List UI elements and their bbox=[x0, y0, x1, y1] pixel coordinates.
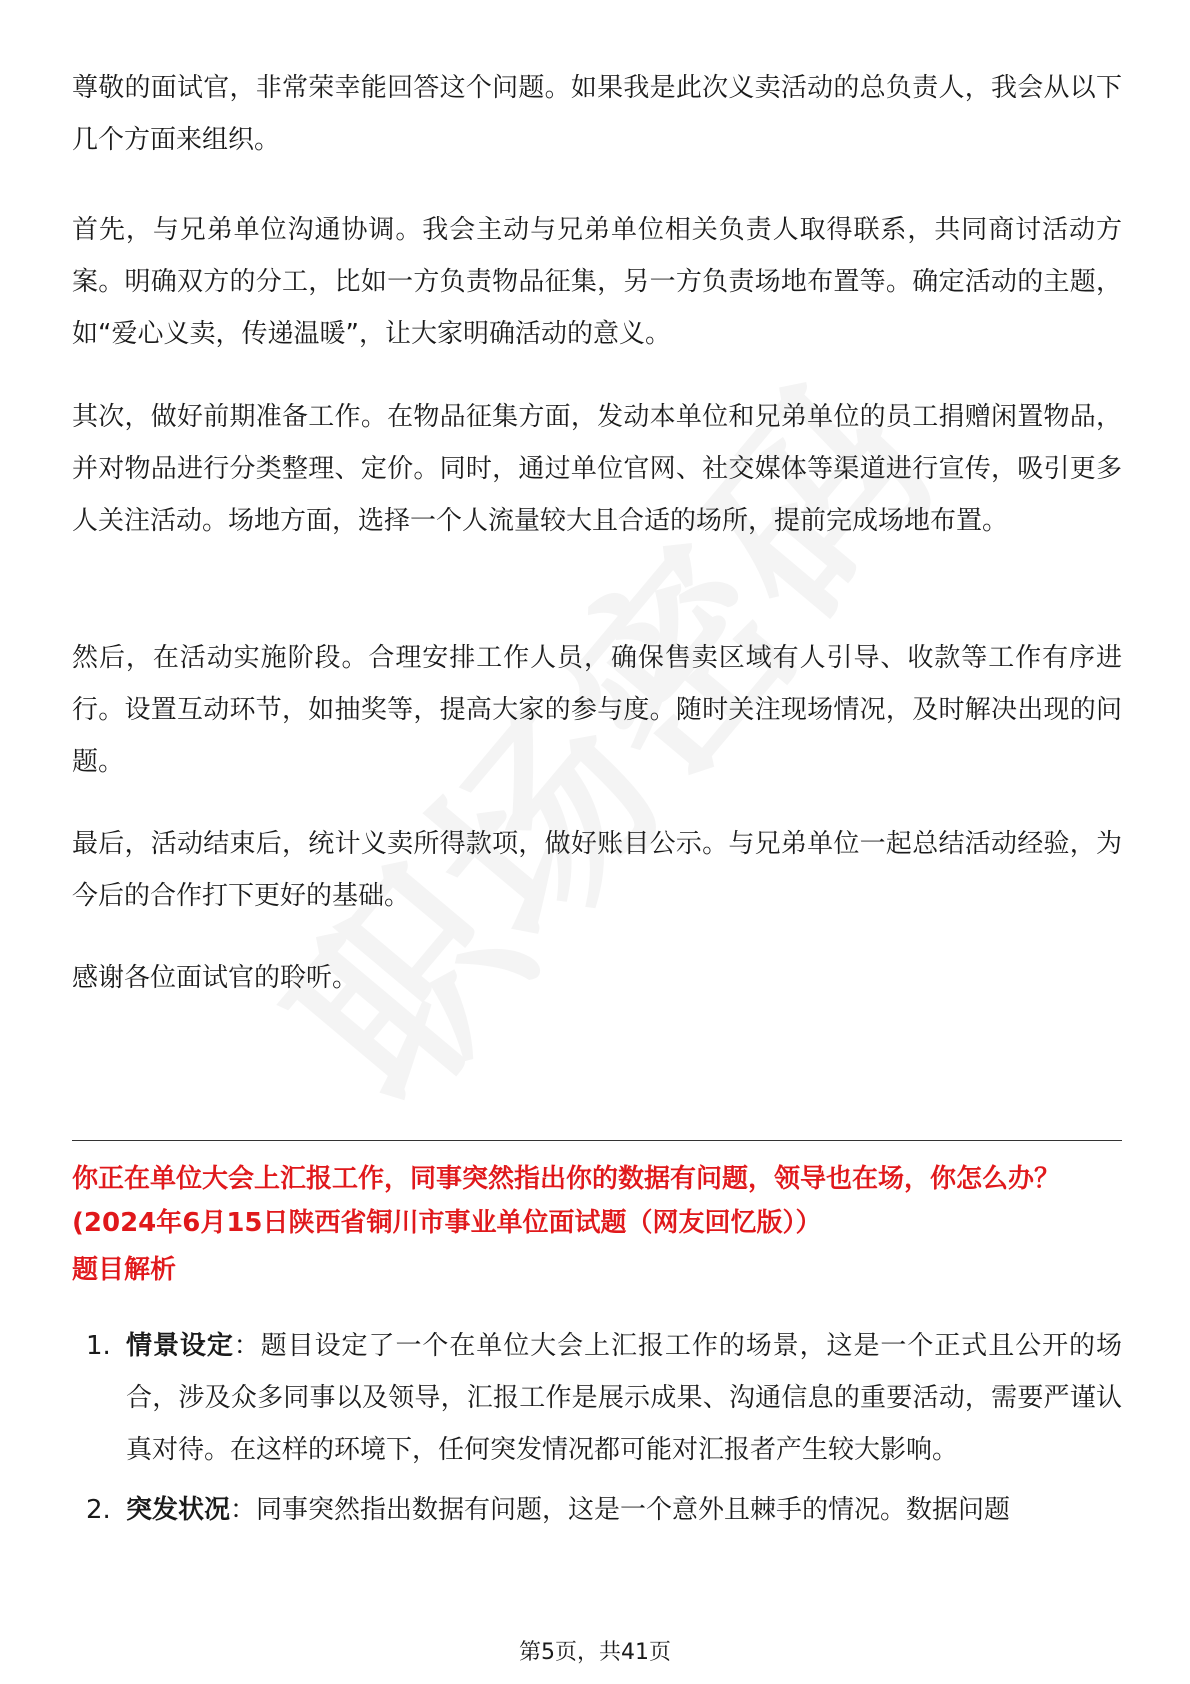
list-item-term: 情景设定 bbox=[126, 1331, 234, 1361]
list-item-text: ：题目设定了一个在单位大会上汇报工作的场景，这是一个正式且公开的场合，涉及众多同事以及领导，汇报工作是展示成果、沟通信息的重要活动，需要严谨认真对待。在这样的环境下，任何突发情况都可能对汇报者产生较大影响。 bbox=[126, 1331, 1122, 1465]
list-item-term: 突发状况 bbox=[126, 1495, 231, 1525]
list-item bbox=[72, 1320, 1122, 1476]
list-item-number: 2. bbox=[86, 1495, 111, 1525]
list-item-text: ：同事突然指出数据有问题，这是一个意外且棘手的情况。数据问题 bbox=[230, 1495, 1011, 1525]
analysis-list bbox=[72, 1320, 1122, 1544]
paragraph-first: 首先，与兄弟单位沟通协调。我会主动与兄弟单位相关负责人取得联系，共同商讨活动方案。明确双方的分工，比如一方负责物品征集，另一方负责场地布置等。确定活动的主题，如“爱心义卖，传递温暖”，让大家明确活动的意义。 bbox=[72, 215, 1122, 349]
paragraph-then: 然后，在活动实施阶段。合理安排工作人员，确保售卖区域有人引导、收款等工作有序进行。设置互动环节，如抽奖等，提高大家的参与度。随时关注现场情况，及时解决出现的问题。 bbox=[72, 643, 1122, 777]
analysis-heading: 题目解析 bbox=[72, 1255, 177, 1285]
section-divider bbox=[72, 1140, 1122, 1141]
paragraph-finally: 最后，活动结束后，统计义卖所得款项，做好账目公示。与兄弟单位一起总结活动经验，为今后的合作打下更好的基础。 bbox=[72, 829, 1122, 911]
page-footer: 第5页，共41页 bbox=[519, 1640, 671, 1665]
question-title: 你正在单位大会上汇报工作，同事突然指出你的数据有问题，领导也在场，你怎么办？(2024年6月15日陕西省铜川市事业单位面试题（网友回忆版）） bbox=[72, 1164, 1061, 1238]
list-item-number: 1. bbox=[86, 1331, 111, 1361]
paragraph-second: 其次，做好前期准备工作。在物品征集方面，发动本单位和兄弟单位的员工捐赠闲置物品，并对物品进行分类整理、定价。同时，通过单位官网、社交媒体等渠道进行宣传，吸引更多人关注活动。场地方面，选择一个人流量较大且合适的场所，提前完成场地布置。 bbox=[72, 402, 1122, 536]
paragraph-intro: 尊敬的面试官，非常荣幸能回答这个问题。如果我是此次义卖活动的总负责人，我会从以下几个方面来组织。 bbox=[72, 73, 1122, 155]
list-item bbox=[72, 1484, 1122, 1536]
paragraph-thanks: 感谢各位面试官的聆听。 bbox=[72, 963, 359, 993]
